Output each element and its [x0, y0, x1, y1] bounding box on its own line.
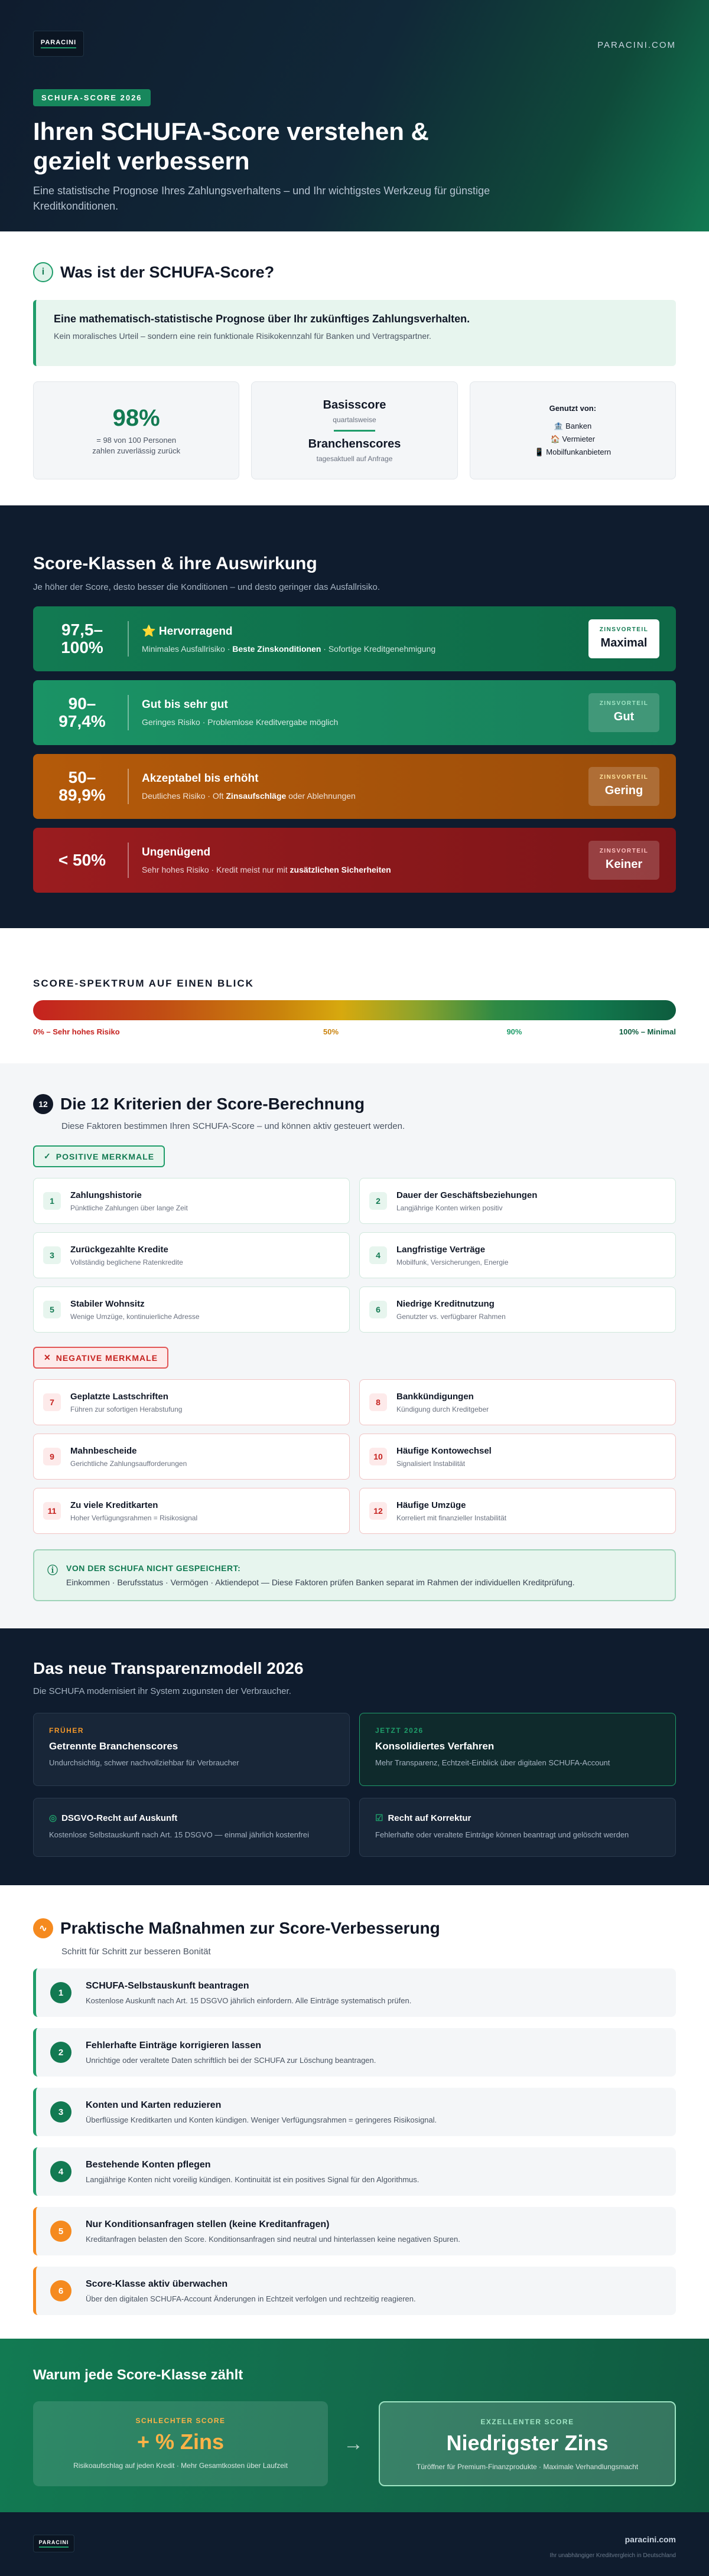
- zins-badge: ZINSVORTEIL Gering: [588, 767, 659, 806]
- class-title: ⭐ Hervorragend: [142, 625, 233, 638]
- stat-title: Genutzt von:: [549, 404, 597, 413]
- list-item: 🏠 Vermieter: [550, 435, 596, 443]
- stat-sub: quartalsweise: [333, 415, 376, 424]
- pulse-icon: ∿: [33, 1918, 53, 1938]
- criterion-card: 4 Langfristige Verträge Mobilfunk, Versicherungen, Energie: [359, 1232, 676, 1278]
- spectrum-label: 100% – Minimal: [619, 1027, 676, 1036]
- brand-logo[interactable]: PARACINI: [33, 31, 84, 57]
- list-item: 📱 Mobilfunkanbietern: [534, 448, 612, 456]
- class-text: Geringes Risiko · Problemlose Kreditvergabe möglich: [142, 717, 339, 727]
- info-icon: i: [33, 262, 53, 282]
- spectrum-label: 90%: [506, 1027, 522, 1036]
- good-score-card: EXZELLENTER SCORE Niedrigster Zins Türöffner für Premium-Finanzprodukte · Maximale Verhandlungsmacht: [379, 2401, 676, 2486]
- what-section: [0, 231, 709, 505]
- class-text: Minimales Ausfallrisiko · Beste Zinskonditionen · Sofortige Kreditgenehmigung: [142, 644, 436, 654]
- stat-value: 98%: [112, 404, 160, 431]
- cross-icon: ✕: [44, 1353, 51, 1362]
- right-card: ◎ DSGVO-Recht auf Auskunft Kostenlose Selbstauskunft nach Art. 15 DSGVO — einmal jährlich kostenfrei: [33, 1798, 350, 1857]
- positive-label: ✓ POSITIVE MERKMALE: [33, 1145, 165, 1167]
- hero-subtitle: Eine statistische Prognose Ihres Zahlungsverhaltens – und Ihr wichtigstes Werkzeug für günstige Kreditkonditionen.: [33, 185, 490, 212]
- stat-card-percent: [33, 381, 239, 479]
- criterion-card: 8 Bankkündigungen Kündigung durch Kreditgeber: [359, 1379, 676, 1425]
- note-text: Einkommen · Berufsstatus · Vermögen · Aktiendepot — Diese Faktoren prüfen Banken separat im Rahmen der individuellen Kreditprüfung.: [66, 1578, 575, 1587]
- class-range: < 50%: [58, 851, 106, 869]
- negative-label: ✕ NEGATIVE MERKMALE: [33, 1347, 168, 1369]
- section-lead: Diese Faktoren bestimmen Ihren SCHUFA-Score – und können aktiv gesteuert werden.: [61, 1121, 405, 1131]
- stat-line: = 98 von 100 Personen: [96, 435, 177, 445]
- measures-section: [0, 1885, 709, 2339]
- score-class-card: [33, 754, 676, 819]
- why-section: [0, 2339, 709, 2512]
- class-title: Akzeptabel bis erhöht: [142, 772, 259, 785]
- bad-score-card: SCHLECHTER SCORE + % Zins Risikoaufschlag auf jeden Kredit · Mehr Gesamtkosten über Laufzeit: [33, 2401, 328, 2486]
- stat-title: Branchenscores: [308, 437, 401, 450]
- criterion-card: 12 Häufige Umzüge Korreliert mit finanzieller Instabilität: [359, 1488, 676, 1534]
- classes-section: [0, 505, 709, 928]
- footer-logo[interactable]: PARACINI: [33, 2535, 74, 2552]
- class-range: 50–89,9%: [58, 768, 106, 804]
- zins-badge: ZINSVORTEIL Keiner: [588, 841, 659, 880]
- step-card: 3 Konten und Karten reduzieren Überflüssige Kreditkarten und Konten kündigen. Weniger Verfügungsrahmen = geringeres Risikosignal.: [33, 2088, 676, 2136]
- section-title: Was ist der SCHUFA-Score?: [60, 263, 275, 281]
- score-class-card: [33, 828, 676, 893]
- step-card: 4 Bestehende Konten pflegen Langjährige Konten nicht voreilig kündigen. Kontinuität ist ein positives Signal für den Algorithmus.: [33, 2147, 676, 2196]
- definition-title: Eine mathematisch-statistische Prognose über Ihr zukünftiges Zahlungsverhalten.: [54, 313, 470, 325]
- zins-badge: ZINSVORTEIL Maximal: [588, 619, 659, 658]
- criterion-card: 1 Zahlungshistorie Pünktliche Zahlungen über lange Zeit: [33, 1178, 350, 1224]
- class-range: 90–97,4%: [58, 694, 106, 730]
- footer-link[interactable]: paracini.com: [625, 2535, 676, 2544]
- positive-grid: [33, 1178, 676, 1333]
- edit-icon: ☑: [375, 1813, 383, 1823]
- criterion-card: 10 Häufige Kontowechsel Signalisiert Instabilität: [359, 1434, 676, 1480]
- hero-badge: SCHUFA-SCORE 2026: [33, 89, 151, 106]
- criterion-card: 5 Stabiler Wohnsitz Wenige Umzüge, kontinuierliche Adresse: [33, 1287, 350, 1333]
- spectrum-label: 0% – Sehr hohes Risiko: [33, 1027, 120, 1036]
- criterion-card: 2 Dauer der Geschäftsbeziehungen Langjährige Konten wirken positiv: [359, 1178, 676, 1224]
- step-card: 5 Nur Konditionsanfragen stellen (keine Kreditanfragen) Kreditanfragen belasten den Score. Konditionsanfragen sind neutral und hinterlassen keine negativen Spuren.: [33, 2207, 676, 2255]
- criterion-card: 3 Zurückgezahlte Kredite Vollständig beglichene Ratenkredite: [33, 1232, 350, 1278]
- hero-section: [0, 0, 709, 231]
- footer: [0, 2512, 709, 2576]
- check-icon: ✓: [44, 1151, 51, 1161]
- criterion-card: 6 Niedrige Kreditnutzung Genutzter vs. verfügbarer Rahmen: [359, 1287, 676, 1333]
- class-text: Deutliches Risiko · Oft Zinsaufschläge oder Ablehnungen: [142, 791, 356, 801]
- brand-url[interactable]: PARACINI.COM: [597, 40, 676, 50]
- section-lead: Je höher der Score, desto besser die Konditionen – und desto geringer das Ausfallrisiko.: [33, 582, 380, 592]
- definition-text: Kein moralisches Urteil – sondern eine rein funktionale Risikokennzahl für Banken und Vertragspartner.: [54, 331, 431, 341]
- check-circle-icon: ◎: [49, 1813, 57, 1823]
- divider: [128, 843, 129, 878]
- negative-grid: [33, 1379, 676, 1534]
- before-card: FRÜHER Getrennte Branchenscores Undurchsichtig, schwer nachvollziehbar für Verbraucher: [33, 1713, 350, 1786]
- criterion-card: 9 Mahnbescheide Gerichtliche Zahlungsaufforderungen: [33, 1434, 350, 1480]
- class-title: Gut bis sehr gut: [142, 698, 228, 711]
- stat-line: zahlen zuverlässig zurück: [92, 446, 181, 455]
- stat-title: Basisscore: [323, 398, 386, 412]
- stat-sub: tagesaktuell auf Anfrage: [316, 454, 393, 463]
- section-title: Die 12 Kriterien der Score-Berechnung: [60, 1095, 365, 1113]
- score-class-card: [33, 606, 676, 671]
- now-card: JETZT 2026 Konsolidiertes Verfahren Mehr Transparenz, Echtzeit-Einblick über digitalen SCHUFA-Account: [359, 1713, 676, 1786]
- definition-box: [33, 300, 676, 366]
- class-range: 97,5–100%: [61, 621, 103, 657]
- criterion-card: 7 Geplatzte Lastschriften Führen zur sofortigen Herabstufung: [33, 1379, 350, 1425]
- section-lead: Schritt für Schritt zur besseren Bonität: [61, 1947, 211, 1957]
- section-title: Warum jede Score-Klasse zählt: [33, 2367, 243, 2383]
- class-title: Ungenügend: [142, 846, 211, 858]
- divider: [128, 695, 129, 730]
- section-title: Das neue Transparenzmodell 2026: [33, 1659, 304, 1677]
- step-card: 2 Fehlerhafte Einträge korrigieren lassen Unrichtige oder veraltete Daten schriftlich bei der SCHUFA zur Löschung beantragen.: [33, 2028, 676, 2077]
- criteria-section: [0, 1063, 709, 1628]
- info-circle-icon: ⓘ: [47, 1565, 58, 1576]
- step-card: 6 Score-Klasse aktiv überwachen Über den digitalen SCHUFA-Account Änderungen in Echtzeit verfolgen und rechtzeitig reagieren.: [33, 2267, 676, 2315]
- arrow-right-icon: →: [343, 2432, 363, 2455]
- note-title: VON DER SCHUFA NICHT GESPEICHERT:: [66, 1563, 241, 1573]
- number-badge: 12: [33, 1094, 53, 1114]
- step-card: 1 SCHUFA-Selbstauskunft beantragen Kostenlose Auskunft nach Art. 15 DSGVO jährlich einfordern. Alle Einträge systematisch prüfen.: [33, 1968, 676, 2017]
- spectrum-label: 50%: [323, 1027, 339, 1036]
- list-item: 🏦 Banken: [554, 422, 592, 430]
- section-title: Score-Klassen & ihre Auswirkung: [33, 554, 317, 573]
- right-card: ☑ Recht auf Korrektur Fehlerhafte oder veraltete Einträge können beantragt und gelöscht werden: [359, 1798, 676, 1857]
- criterion-card: 11 Zu viele Kreditkarten Hoher Verfügungsrahmen = Risikosignal: [33, 1488, 350, 1534]
- section-lead: Die SCHUFA modernisiert ihr System zugunsten der Verbraucher.: [33, 1686, 291, 1696]
- divider: [128, 769, 129, 804]
- info-note: [33, 1549, 676, 1601]
- zins-badge: ZINSVORTEIL Gut: [588, 693, 659, 732]
- class-text: Sehr hohes Risiko · Kredit meist nur mit zusätzlichen Sicherheiten: [142, 865, 391, 874]
- transparency-section: [0, 1628, 709, 1885]
- stat-card-scores: [251, 381, 457, 479]
- spectrum-bar: [33, 1000, 676, 1020]
- divider: [334, 430, 375, 432]
- footer-copy: Ihr unabhängiger Kreditvergleich in Deutschland: [549, 2552, 676, 2559]
- spectrum-section: [0, 928, 709, 1063]
- divider: [128, 621, 129, 657]
- score-class-card: [33, 680, 676, 745]
- section-title: Praktische Maßnahmen zur Score-Verbesserung: [60, 1919, 440, 1937]
- hero-title: Ihren SCHUFA-Score verstehen & gezielt verbessern: [33, 117, 429, 175]
- stat-card-users: [470, 381, 676, 479]
- spectrum-title: SCORE-SPEKTRUM AUF EINEN BLICK: [33, 978, 254, 989]
